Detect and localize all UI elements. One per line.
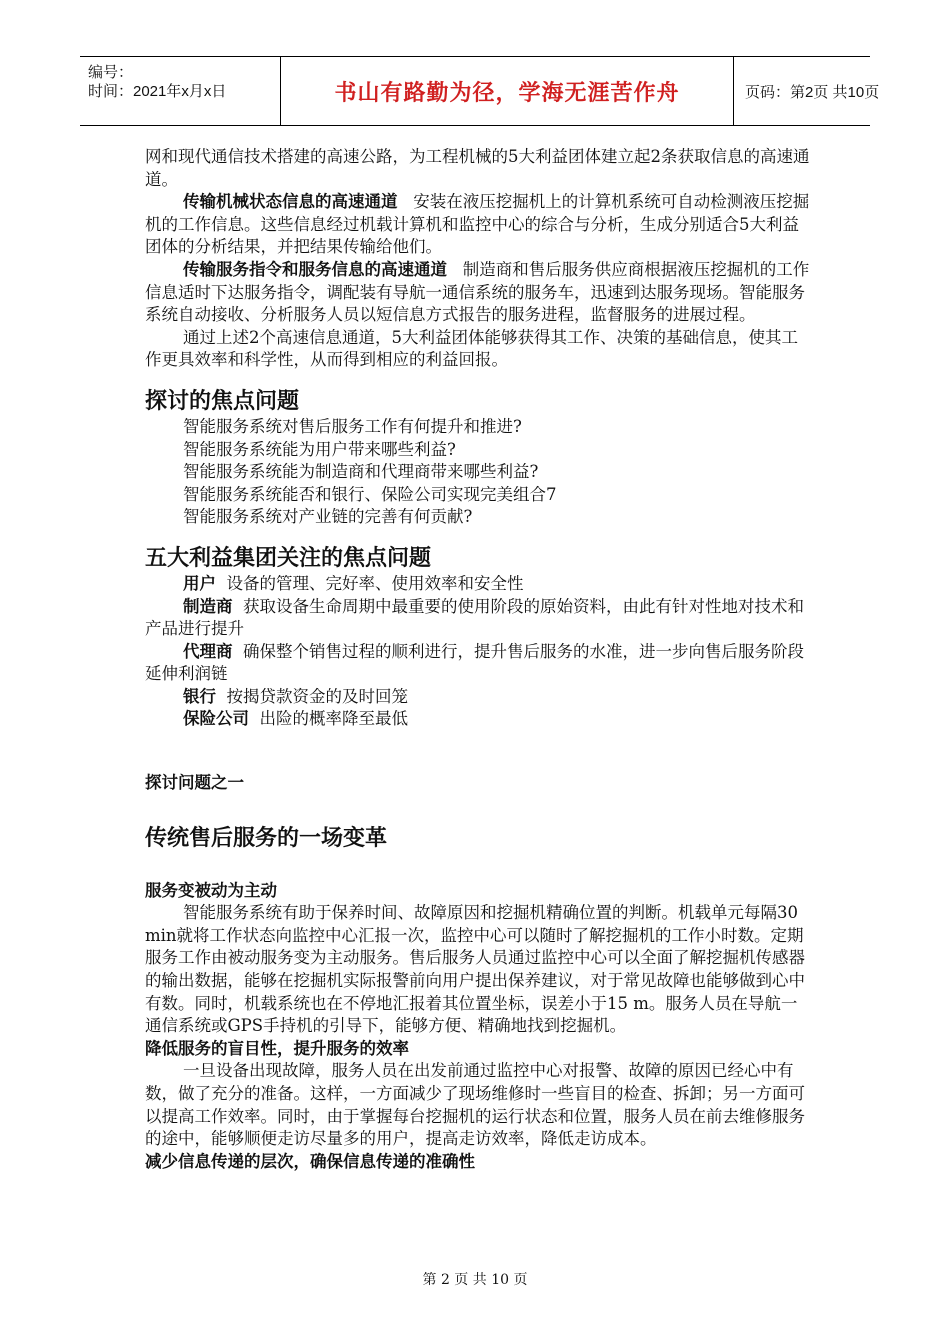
- focus-item: 智能服务系统能为用户带来哪些利益?: [183, 439, 456, 459]
- group-item: [145, 686, 810, 709]
- page-header: [80, 56, 880, 126]
- page-info: 页码：第2页 共10页: [745, 83, 880, 101]
- intro-text-3: 制造商和售后服务供应商根据液压挖掘机的工作信息适时下达服务指令，调配装有导航一通信系统的服务车，迅速到达服务现场。智能服务系统自动接收、分析服务人员以短信息方式报告的服务进程，监督服务的进展过程。: [145, 259, 810, 325]
- intro-paragraph-3: [145, 259, 810, 327]
- group-item: [145, 573, 810, 596]
- group-item: [145, 641, 810, 686]
- header-motto-cell: [280, 57, 734, 125]
- intro-paragraph-2: [145, 191, 810, 259]
- group-label: 用户: [183, 573, 216, 593]
- section-2-text: 一旦设备出现故障，服务人员在出发前通过监控中心对报警、故障的原因已经心中有数，做了充分的准备。这样，一方面减少了现场维修时一些盲目的检查、拆卸；另一方面可以提高工作效率。同时，由于掌握每台挖掘机的运行状态和位置，服务人员在前去维修服务的途中，能够顺便走访尽量多的用户，提高走访效率，降低走访成本。: [145, 1061, 805, 1149]
- intro-paragraph-4: 通过上述2个高速信息通道，5大利益团体能够获得其工作、决策的基础信息，使其工作更具效率和科学性，从而得到相应的利益回报。: [145, 327, 798, 370]
- focus-item: 智能服务系统对产业链的完善有何贡献?: [183, 507, 473, 527]
- number-label: 编号：: [88, 64, 134, 81]
- page-footer: 第 2 页 共 10 页: [422, 1272, 528, 1288]
- document-body: [145, 146, 810, 1173]
- group-item: [145, 708, 810, 731]
- group-label: 制造商: [183, 596, 233, 616]
- section-1-text: 智能服务系统有助于保养时间、故障原因和挖掘机精确位置的判断。机载单元每隔30 min就将工作状态向监控中心汇报一次，监控中心可以随时了解挖掘机的工作小时数。定期服务工作由被动服务变为主动服务。售后服务人员通过监控中心可以全面了解挖掘机传感器的输出数据，能够在挖掘机实际报警前向用户提出保养建议，对于常见故障也能够做到心中有数。同时，机载系统也在不停地汇报着其位置坐标，误差小于15 m。服务人员在导航一通信系统或GPS手持机的引导下，能够方便、精确地找到挖掘机。: [145, 903, 805, 1036]
- group-label: 代理商: [183, 641, 233, 661]
- group-text: 按揭贷款资金的及时回笼: [226, 686, 408, 706]
- groups-title: 五大利益集团关注的焦点问题: [145, 545, 432, 571]
- focus-item: 智能服务系统能为制造商和代理商带来哪些利益?: [183, 462, 539, 482]
- intro-heading-2: 传输机械状态信息的高速通道: [183, 192, 398, 212]
- group-label: 保险公司: [183, 709, 249, 729]
- group-item: [145, 596, 810, 641]
- focus-item: 智能服务系统对售后服务工作有何提升和推进?: [183, 416, 522, 436]
- intro-paragraph-1: 网和现代通信技术搭建的高速公路，为工程机械的5大利益团体建立起2条获取信息的高速通道。: [145, 147, 810, 189]
- group-text: 出险的概率降至最低: [259, 709, 408, 729]
- intro-heading-3: 传输服务指令和服务信息的高速通道: [183, 259, 447, 279]
- focus-title: 探讨的焦点问题: [145, 388, 300, 414]
- group-text: 设备的管理、完好率、使用效率和安全性: [226, 573, 524, 593]
- topic-label: 探讨问题之一: [145, 773, 244, 793]
- topic-title: 传统售后服务的一场变革: [145, 825, 388, 851]
- section-2-title: 降低服务的盲目性，提升服务的效率: [145, 1038, 409, 1058]
- section-3-title: 减少信息传递的层次，确保信息传递的准确性: [145, 1151, 475, 1171]
- header-page-cell: [733, 57, 882, 125]
- intro-text-2: 安装在液压挖掘机上的计算机系统可自动检测液压挖掘机的工作信息。这些信息经过机载计算机和监控中心的综合与分析，生成分别适合5大利益团体的分析结果，并把结果传输给他们。: [145, 192, 810, 257]
- group-text: 确保整个销售过程的顺利进行，提升售后服务的水准，进一步向售后服务阶段延伸利润链: [145, 641, 804, 684]
- time-label: 时间：2021年x月x日: [88, 83, 227, 100]
- motto: 书山有路勤为径，学海无涯苦作舟: [334, 80, 680, 106]
- group-text: 获取设备生命周期中最重要的使用阶段的原始资料，由此有针对性地对技术和产品进行提升: [145, 596, 804, 639]
- group-label: 银行: [183, 686, 216, 706]
- header-meta: [80, 57, 280, 125]
- focus-item: 智能服务系统能否和银行、保险公司实现完美组合7: [183, 484, 557, 504]
- section-1-title: 服务变被动为主动: [145, 880, 277, 900]
